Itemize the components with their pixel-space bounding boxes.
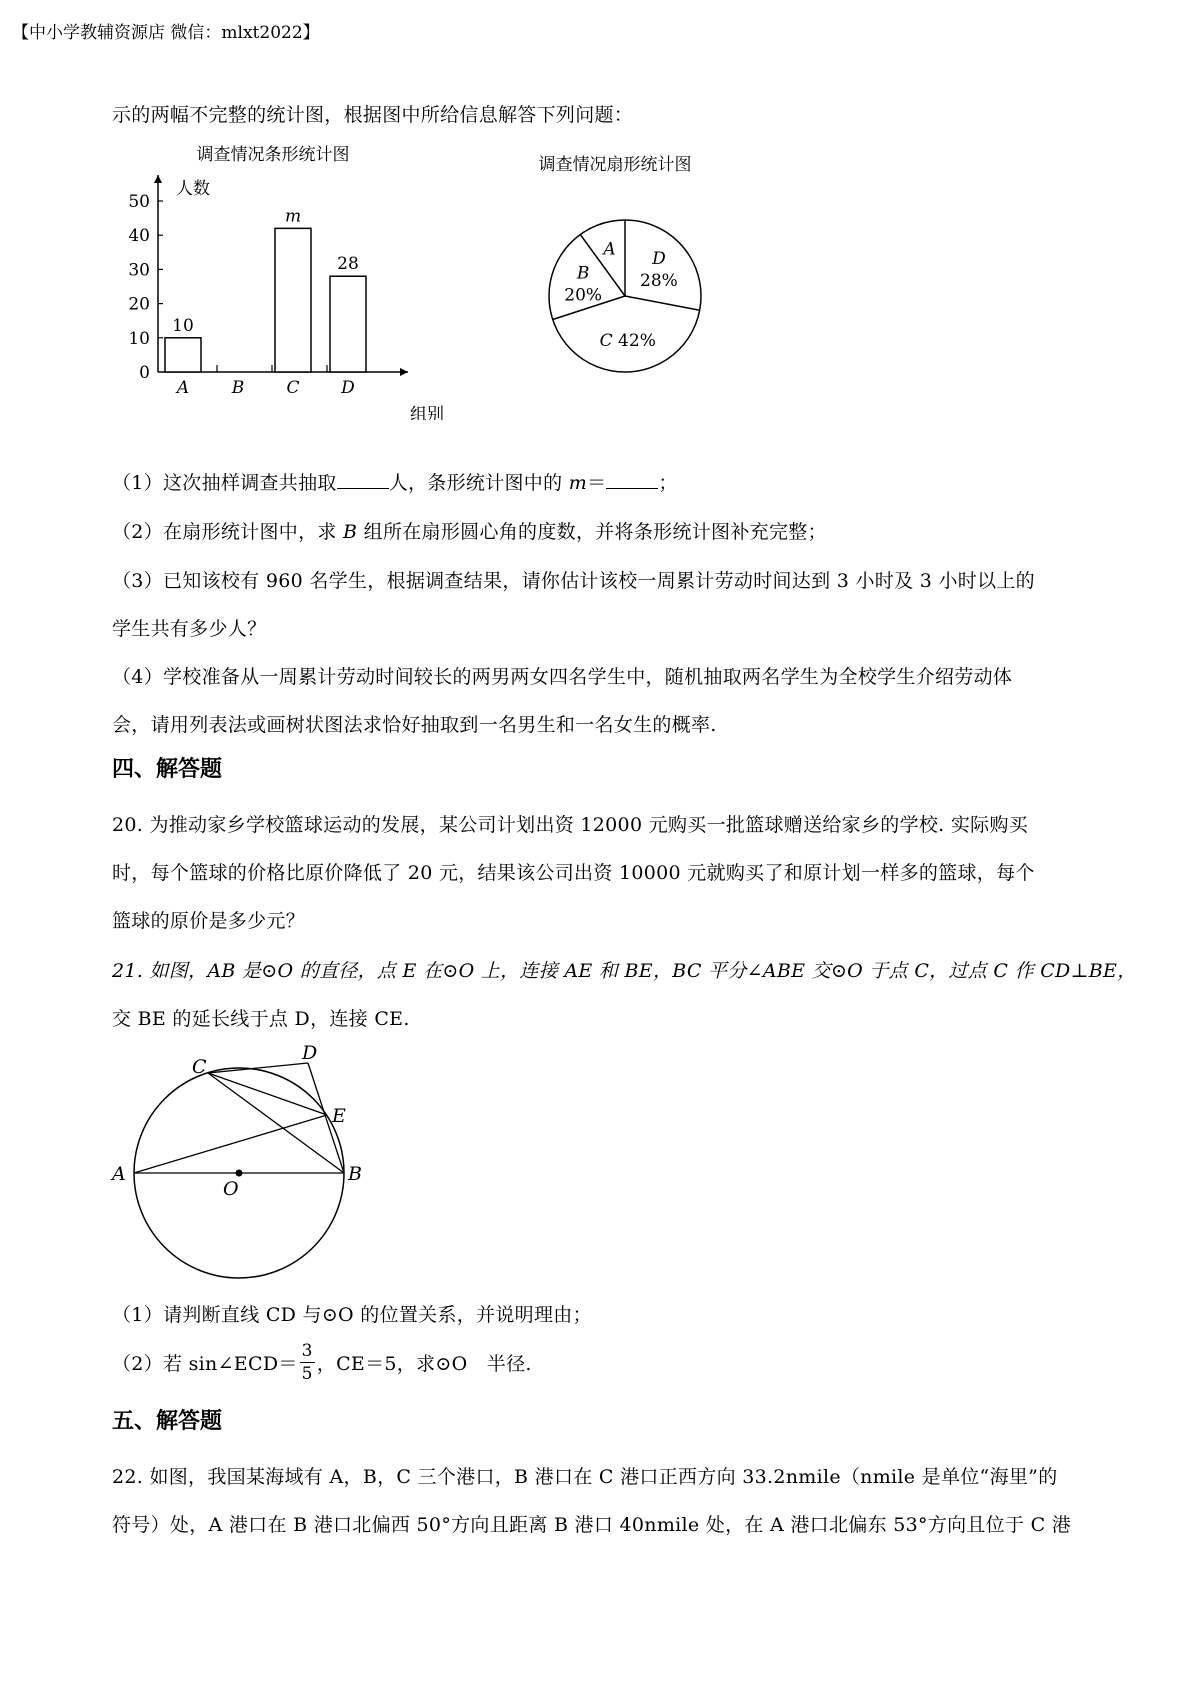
bar-data-label: 28: [337, 254, 359, 275]
center-point-o: [236, 1170, 243, 1177]
label-c: C: [192, 1056, 207, 1078]
pie-slice-label-A: A: [603, 239, 616, 260]
circle-figure-svg: [100, 1045, 380, 1295]
x-axis-arrow: [400, 368, 408, 376]
answer-blank-2[interactable]: [606, 470, 658, 489]
pie-chart-svg: [505, 140, 735, 430]
q20-line3: 篮球的原价是多少元？: [112, 910, 306, 932]
q22-line1: 22. 如图，我国某海域有 A，B，C 三个港口，B 港口在 C 港口正西方向 33.2nmile（nmile 是单位“海里”的: [112, 1466, 1058, 1488]
label-e: E: [332, 1105, 346, 1127]
pie-slice-label-B: B 20%: [564, 263, 603, 306]
section5-heading: 五、解答题: [112, 1408, 223, 1434]
x-tick-label: B: [231, 378, 245, 398]
page-header: 【中小学教辅资源店 微信：mlxt2022】: [12, 23, 320, 43]
pie-chart-title: 调查情况扇形统计图: [538, 155, 692, 175]
bar-A: [165, 338, 201, 372]
fraction-denominator: 5: [301, 1364, 313, 1384]
answer-blank-1[interactable]: [337, 470, 389, 489]
q21-part2-pre: （2）若 sin∠ECD＝: [112, 1353, 298, 1375]
q19-part4-line2: 会，请用列表法或画树状图法求恰好抽取到一名男生和一名女生的概率.: [112, 714, 717, 736]
x-tick-label: D: [341, 378, 355, 398]
x-tick-label: A: [176, 378, 190, 398]
q19-part3-line1: （3）已知该校有 960 名学生，根据调查结果，请你估计该校一周累计劳动时间达到 3 小时及 3 小时以上的: [112, 570, 1035, 592]
bar-C: [275, 228, 311, 372]
pie-slice-label-D: D 28%: [640, 248, 678, 291]
bar-D: [330, 276, 366, 372]
q19-part3-line2: 学生共有多少人？: [112, 618, 267, 640]
q22-line2: 符号）处，A 港口在 B 港口北偏西 50°方向且距离 B 港口 40nmile 处，在 A 港口北偏东 53°方向且位于 C 港: [112, 1514, 1072, 1536]
q19-part2: [112, 517, 827, 544]
y-tick-label: 10: [128, 328, 150, 349]
bar-chart-xlabel: 组别: [410, 405, 444, 420]
q21-line2: 交 BE 的延长线于点 D，连接 CE.: [112, 1008, 410, 1030]
y-tick-label: 30: [128, 260, 150, 281]
bar-chart: [118, 140, 458, 420]
q19-part1-eq: ＝: [587, 472, 607, 494]
q19-intro: 示的两幅不完整的统计图，根据图中所给信息解答下列问题：: [112, 104, 634, 126]
q19-part1-pre: （1）这次抽样调查共抽取: [112, 472, 337, 494]
pie-slice-label-C: C 42%: [599, 330, 656, 351]
q21-part2: [112, 1340, 532, 1385]
q21-line1: 21. 如图，AB 是⊙O 的直径，点 E 在⊙O 上，连接 AE 和 BE，BC 平分∠ABE 交⊙O 于点 C，过点 C 作 CD⊥BE，: [112, 960, 1137, 982]
y-tick-label: 20: [128, 294, 150, 315]
q19-part1-end: ；: [658, 472, 678, 494]
bar-chart-svg: [118, 140, 458, 420]
section4-heading: 四、解答题: [112, 756, 223, 782]
y-axis-arrow: [154, 175, 162, 183]
x-tick-label: C: [286, 378, 300, 398]
bar-data-label: m: [284, 206, 302, 227]
q20-line2: 时，每个篮球的价格比原价降低了 20 元，结果该公司出资 10000 元就购买了和原计划一样多的篮球，每个: [112, 862, 1035, 884]
q20-line1: 20. 为推动家乡学校篮球运动的发展，某公司计划出资 12000 元购买一批篮球赠送给家乡的学校. 实际购买: [112, 814, 1029, 836]
label-d: D: [302, 1045, 318, 1064]
bar-chart-ylabel: 人数: [176, 179, 210, 199]
bar-chart-title: 调查情况条形统计图: [196, 145, 350, 165]
q19-part2-pre: （2）在扇形统计图中，求: [112, 521, 337, 543]
q19-part2-var: B: [343, 521, 358, 543]
label-a: A: [112, 1163, 126, 1185]
bar-chart-ticks: [128, 192, 355, 398]
q19-part1: [112, 468, 678, 495]
label-o: O: [223, 1178, 239, 1200]
q19-part1-mid: 人，条形统计图中的: [388, 472, 563, 494]
segment-cd: [208, 1063, 308, 1073]
q21-part2-post: ，CE＝5，求⊙O 半径.: [316, 1353, 532, 1375]
q21-part1: （1）请判断直线 CD 与⊙O 的位置关系，并说明理由；: [112, 1304, 592, 1326]
pie-chart-slices: [549, 220, 701, 372]
y-tick-label: 50: [128, 192, 150, 212]
y-tick-label: 40: [128, 226, 150, 247]
q19-part1-var: m: [568, 472, 588, 494]
label-b: B: [348, 1163, 362, 1185]
fraction-3-5: [300, 1340, 315, 1385]
fraction-numerator: 3: [301, 1341, 313, 1361]
segment-bc: [208, 1073, 344, 1173]
segment-ae: [134, 1115, 327, 1173]
bar-chart-bars: [165, 206, 366, 372]
bar-data-label: 10: [172, 315, 194, 336]
y-tick-label: 0: [139, 363, 150, 383]
q19-part2-post: 组所在扇形圆心角的度数，并将条形统计图补充完整；: [363, 521, 827, 543]
circle-figure: [100, 1045, 380, 1295]
q19-part4-line1: （4）学校准备从一周累计劳动时间较长的两男两女四名学生中，随机抽取两名学生为全校学生介绍劳动体: [112, 666, 1013, 688]
pie-chart: [505, 140, 735, 430]
